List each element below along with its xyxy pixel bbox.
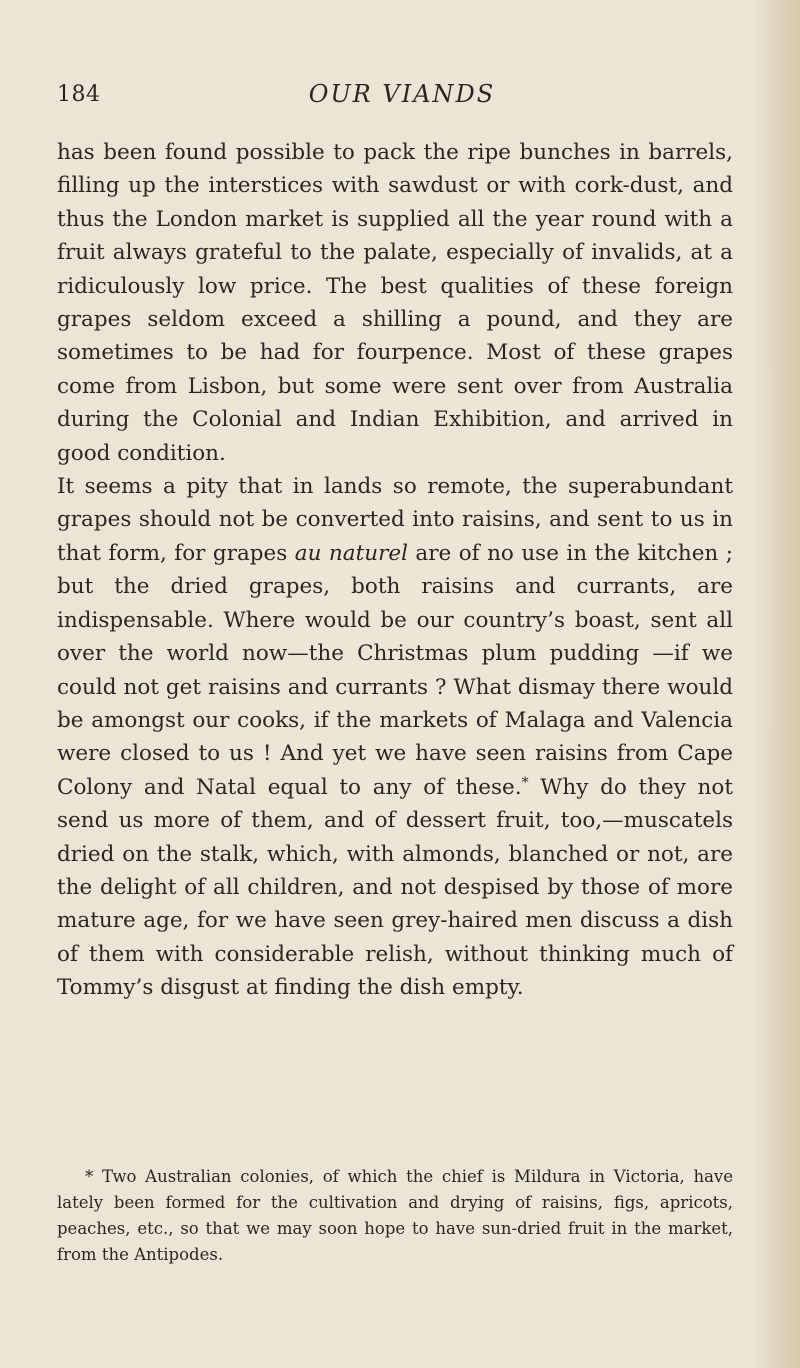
paragraph-2-text-a: It seems a pity that in lands so remote, the superabundant grapes should not be converted into raisins, and sent to us in that form, for grapes xyxy=(57,474,733,566)
body-text xyxy=(57,136,733,1005)
paragraph-2-text-c: Why do they not send us more of them, and of dessert fruit, too,—muscatels dried on the stalk, which, with almonds, blanched or not, are the delight of all children, and not despised by those of more mature age, for we have seen grey-haired men discuss a dish of them with considerable relish, without thinking much of Tommy’s disgust at finding the dish empty. xyxy=(57,774,733,1001)
footnote: * Two Australian colonies, of which the chief is Mildura in Victoria, have lately been formed for the cultivation and drying of raisins, figs, apricots, peaches, etc., so that we may soon hope to have sun-dried fruit in the market, from the Antipodes. xyxy=(57,1166,733,1264)
running-head xyxy=(57,78,747,118)
paragraph-2-italic: au naturel xyxy=(294,540,408,566)
page-edge-shadow xyxy=(756,0,800,1368)
paragraph-1: has been found possible to pack the ripe bunches in barrels, filling up the interstices with sawdust or with cork-dust, and thus the London market is supplied all the year round with a fruit always grateful to the palate, especially of invalids, at a ridiculously low price. The best qualities of these foreign grapes seldom exceed a shilling a pound, and they are sometimes to be had for fourpence. Most of these grapes come from Lisbon, but some were sent over from Australia during the Colonial and Indian Exhibition, and arrived in good condition. xyxy=(57,140,733,466)
paragraph-2 xyxy=(57,470,733,1005)
paragraph-2-text-b: are of no use in the kitchen ; but the dried grapes, both raisins and currants, are indispensable. Where would be our country’s boast, sent all over the world now—the Christmas plum pudding —if we could not get raisins and currants ? What dismay there would be amongst our cooks, if the markets of Malaga and Valencia were closed to us ! And yet we have seen raisins from Cape Colony and Natal equal to any of these. xyxy=(57,540,733,800)
running-title: OUR VIANDS xyxy=(308,80,496,108)
footnote-marker: * xyxy=(521,774,529,791)
page-number: 184 xyxy=(57,82,101,107)
